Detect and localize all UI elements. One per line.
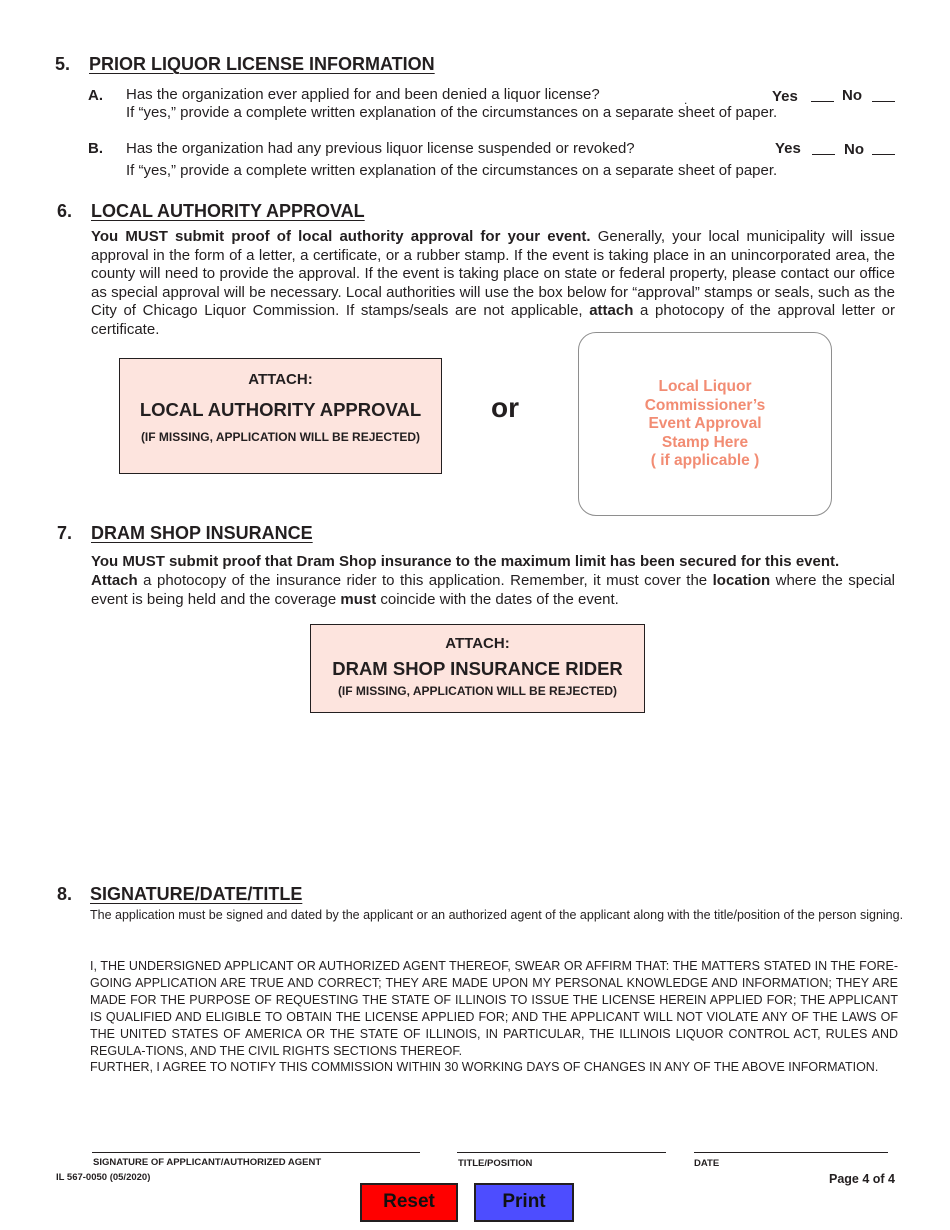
question-b-no-blank[interactable] bbox=[872, 154, 895, 155]
section-7-number: 7. bbox=[57, 523, 73, 543]
question-a-text: Has the organization ever applied for and been denied a liquor license? bbox=[126, 86, 600, 103]
dram-shop-paragraph: Attach a photocopy of the insurance rider to this application. Remember, it must cover the location where the special event is being held and the coverage must coincide with the dates of the event. bbox=[91, 572, 895, 608]
reset-button[interactable]: Reset bbox=[360, 1183, 458, 1222]
question-b-no-label: No bbox=[844, 141, 864, 158]
stamp-line: Event Approval bbox=[648, 415, 762, 432]
date-line[interactable] bbox=[694, 1152, 888, 1153]
section-6-number: 6. bbox=[57, 201, 73, 221]
section-5-title: PRIOR LIQUOR LICENSE INFORMATION bbox=[89, 54, 435, 74]
dram-shop-lead: You MUST submit proof that Dram Shop insurance to the maximum limit has been secured for this event. bbox=[91, 553, 840, 570]
page-number: Page 4 of 4 bbox=[829, 1172, 895, 1186]
dram-shop-attach-box bbox=[310, 624, 645, 713]
title-line[interactable] bbox=[457, 1152, 666, 1153]
stray-dot: . bbox=[684, 93, 688, 107]
question-a-letter: A. bbox=[88, 87, 103, 104]
stamp-line: Stamp Here bbox=[661, 433, 749, 451]
section-6-title: LOCAL AUTHORITY APPROVAL bbox=[91, 201, 365, 221]
attach-title: LOCAL AUTHORITY APPROVAL bbox=[139, 399, 422, 420]
or-separator: or bbox=[491, 392, 519, 423]
section-5-number: 5. bbox=[55, 54, 71, 74]
date-label: DATE bbox=[694, 1158, 720, 1169]
question-a-yes-label: Yes bbox=[772, 88, 798, 105]
attach-label: ATTACH: bbox=[445, 635, 510, 652]
section-8-title: SIGNATURE/DATE/TITLE bbox=[90, 884, 303, 904]
signature-label: SIGNATURE OF APPLICANT/AUTHORIZED AGENT bbox=[93, 1157, 322, 1168]
question-a-no-blank[interactable] bbox=[872, 101, 895, 102]
stamp-line: Local Liquor bbox=[658, 378, 752, 395]
question-a-no-label: No bbox=[842, 87, 862, 104]
attach-warning: (IF MISSING, APPLICATION WILL BE REJECTED) bbox=[337, 684, 618, 698]
attach-warning: (IF MISSING, APPLICATION WILL BE REJECTED) bbox=[140, 430, 421, 444]
stamp-line: Commissioner’s bbox=[644, 396, 766, 414]
attach-label: ATTACH: bbox=[248, 371, 313, 388]
question-b-yes-label: Yes bbox=[775, 140, 801, 157]
section-8-number: 8. bbox=[57, 884, 73, 904]
signature-instruction: The application must be signed and dated by the applicant or an authorized agent of the applicant along with the title/position of the person signing. bbox=[90, 908, 904, 922]
question-a-note: If “yes,” provide a complete written explanation of the circumstances on a separate sheet of paper. bbox=[126, 104, 778, 121]
question-b-yes-blank[interactable] bbox=[812, 154, 835, 155]
title-label: TITLE/POSITION bbox=[458, 1158, 533, 1169]
oath-text: I, THE UNDERSIGNED APPLICANT OR AUTHORIZED AGENT THEREOF, SWEAR OR AFFIRM THAT: THE MATTERS STATED IN THE FORE-GOING APPLICATION ARE TRUE AND CORRECT; THEY ARE MADE UPON MY PERSONAL KNOWLEDGE AND INFORMATION; THEY ARE MADE FOR THE PURPOSE OF REQUESTING THE STATE OF ILLINOIS TO ISSUE THE LICENSE HEREIN APPLIED FOR; THE APPLICANT IS QUALIFIED AND ELIGIBLE TO OBTAIN THE LICENSE APPLIED FOR; AND THE APPLICANT WILL NOT VIOLATE ANY OF THE LAWS OF THE UNITED STATES OF AMERICA OR THE STATE OF ILLINOIS, IN PARTICULAR, THE ILLINOIS LIQUOR CONTROL ACT, RULES AND REGULA-TIONS, AND THE CIVIL RIGHTS SECTIONS THEREOF. bbox=[90, 959, 898, 1058]
local-authority-attach-box bbox=[119, 358, 442, 474]
stamp-area-box bbox=[578, 332, 832, 516]
attach-title: DRAM SHOP INSURANCE RIDER bbox=[332, 658, 623, 679]
question-a-yes-blank[interactable] bbox=[811, 101, 834, 102]
signature-line[interactable] bbox=[92, 1152, 420, 1153]
question-b-letter: B. bbox=[88, 140, 103, 157]
section-7-title: DRAM SHOP INSURANCE bbox=[91, 523, 313, 543]
question-b-text: Has the organization had any previous liquor license suspended or revoked? bbox=[126, 140, 635, 157]
local-authority-lead: You MUST submit proof of local authority approval for your event. bbox=[91, 228, 591, 245]
form-id: IL 567-0050 (05/2020) bbox=[56, 1172, 151, 1183]
question-b-note: If “yes,” provide a complete written explanation of the circumstances on a separate sheet of paper. bbox=[126, 162, 778, 179]
stamp-line: ( if applicable ) bbox=[650, 452, 760, 469]
oath-notify-text: FURTHER, I AGREE TO NOTIFY THIS COMMISSION WITHIN 30 WORKING DAYS OF CHANGES IN ANY OF THE ABOVE INFORMATION. bbox=[90, 1060, 879, 1074]
print-button[interactable]: Print bbox=[474, 1183, 574, 1222]
local-authority-paragraph: You MUST submit proof of local authority approval for your event. Generally, your local municipality will issue approval in the form of a letter, a certificate, or a rubber stamp. If the event is taking place in an unincorporated area, the county will need to provide the approval. If the event is taking place on state or federal property, please contact our office as special approval will be necessary. Local authorities will use the box below for “approval” stamps or seals, such as the City of Chicago Liquor Commission. If stamps/seals are not applicable, attach a photocopy of the approval letter or certificate. bbox=[91, 228, 895, 338]
